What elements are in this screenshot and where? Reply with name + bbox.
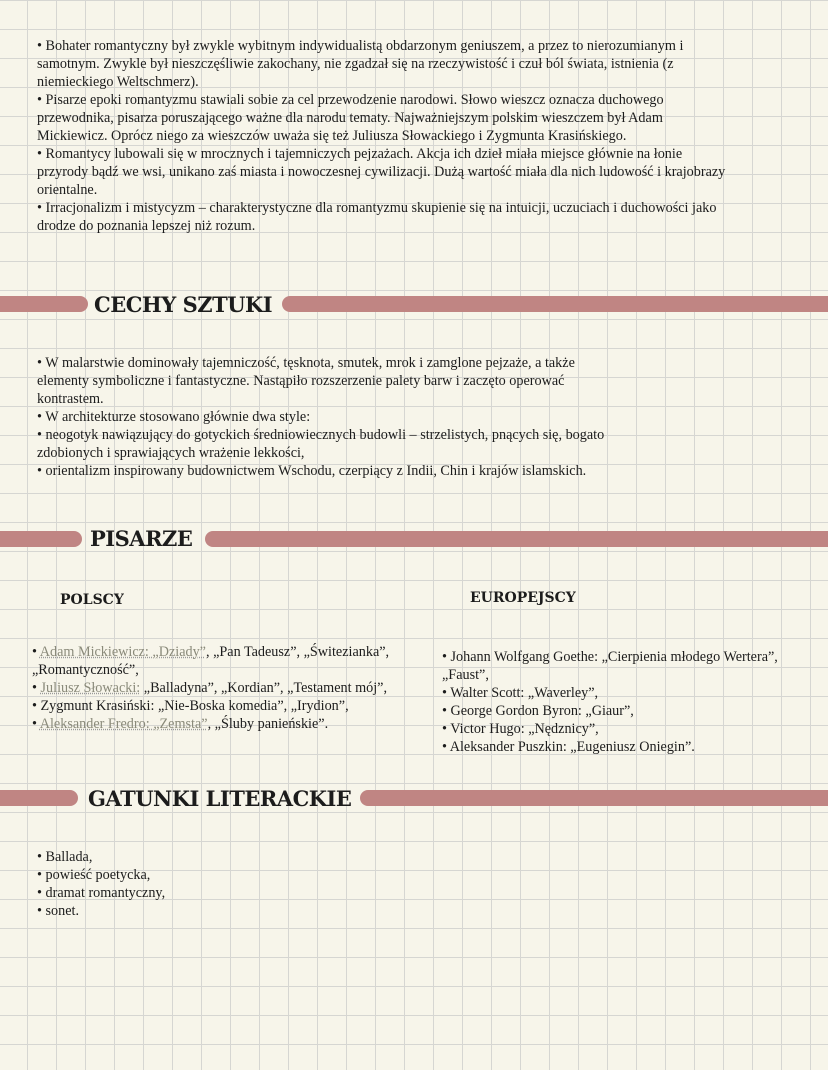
author-link[interactable]: Aleksander Fredro: „Zemsta” <box>39 716 208 732</box>
section-divider <box>0 296 88 312</box>
section-divider <box>360 790 828 806</box>
gatunki-list <box>37 848 337 920</box>
list-item: • Walter Scott: „Waverley”, <box>442 685 599 701</box>
subheading-polscy: POLSCY <box>60 592 124 608</box>
paragraph: • neogotyk nawiązujący do gotyckich średniowiecznych budowli – strzelistych, pnących się, bogato zdobionych i sprawiających wrażenie lekkości, <box>37 427 605 461</box>
list-item: • Ballada, <box>37 849 93 865</box>
author-link[interactable]: Juliusz Słowacki: <box>40 680 141 696</box>
cechy-section <box>37 354 627 480</box>
paragraph: • W malarstwie dominowały tajemniczość, tęsknota, smutek, mrok i zamglone pejzaże, a także elementy symboliczne i fantastyczne. Nastąpiło rozszerzenie palety barw i zaczęto operować kontrastem. <box>37 355 575 407</box>
section-divider <box>0 531 82 547</box>
list-item: • Aleksander Fredro: „Zemsta”, „Śluby panieńskie”. <box>32 716 329 732</box>
section-divider <box>205 531 828 547</box>
section-title-cechy: CECHY SZTUKI <box>94 292 273 317</box>
paragraph: • W architekturze stosowano głównie dwa style: <box>37 409 311 425</box>
author-link[interactable]: Adam Mickiewicz: „Dziady” <box>39 644 206 660</box>
list-item: • Zygmunt Krasiński: „Nie-Boska komedia”, „Irydion”, <box>32 698 349 714</box>
list-item: • dramat romantyczny, <box>37 885 166 901</box>
paragraph: • Romantycy lubowali się w mrocznych i tajemniczych pejzażach. Akcja ich dzieł miała miejsce głównie na łonie przyrody bądź we wsi, unikano zaś miasta i nowoczesnej cywilizacji. Dużą wartość miała dla nich ludowość i krajobrazy orientalne. <box>37 146 726 198</box>
list-item: • George Gordon Byron: „Giaur”, <box>442 703 634 719</box>
list-item: • powieść poetycka, <box>37 867 151 883</box>
subheading-europejscy: EUROPEJSCY <box>470 590 576 606</box>
list-item: • Aleksander Puszkin: „Eugeniusz Oniegin”. <box>442 739 695 755</box>
list-item: • Victor Hugo: „Nędznicy”, <box>442 721 599 737</box>
europejscy-list <box>442 648 812 756</box>
section-divider <box>282 296 828 312</box>
section-title-gatunki: GATUNKI LITERACKIE <box>88 786 352 811</box>
section-title-pisarze: PISARZE <box>90 526 193 551</box>
list-item: • Juliusz Słowacki: „Balladyna”, „Kordian”, „Testament mój”, <box>32 680 388 696</box>
paragraph: • Bohater romantyczny był zwykle wybitnym indywidualistą obdarzonym geniuszem, a przez to nierozumianym i samotnym. Zwykle był nieszczęśliwie zakochany, nie zgadzał się na rzeczywistość i czuł ból świata, istnienia (z niemieckiego Weltschmerz). <box>37 38 684 90</box>
list-item: • Adam Mickiewicz: „Dziady”, „Pan Tadeusz”, „Świtezianka”, „Romantyczność”, <box>32 644 390 678</box>
paragraph: • orientalizm inspirowany budownictwem Wschodu, czerpiący z Indii, Chin i krajów islamskich. <box>37 463 587 479</box>
paragraph: • Pisarze epoki romantyzmu stawiali sobie za cel przewodzenie narodowi. Słowo wieszcz oznacza duchowego przewodnika, pisarza poruszającego ważne dla narodu tematy. Najważniejszym polskim wieszczem był Adam Mickiewicz. Oprócz niego za wieszczów uważa się też Juliusza Słowackiego i Zygmunta Krasińskiego. <box>37 92 664 144</box>
polscy-list <box>32 643 417 733</box>
list-item: • Johann Wolfgang Goethe: „Cierpienia młodego Wertera”, „Faust”, <box>442 649 778 683</box>
list-item: • sonet. <box>37 903 80 919</box>
intro-section <box>37 37 727 235</box>
section-divider <box>0 790 78 806</box>
paragraph: • Irracjonalizm i mistycyzm – charakterystyczne dla romantyzmu skupienie się na intuicji, uczuciach i duchowości jako drodze do poznania lepszej niż rozum. <box>37 200 717 234</box>
